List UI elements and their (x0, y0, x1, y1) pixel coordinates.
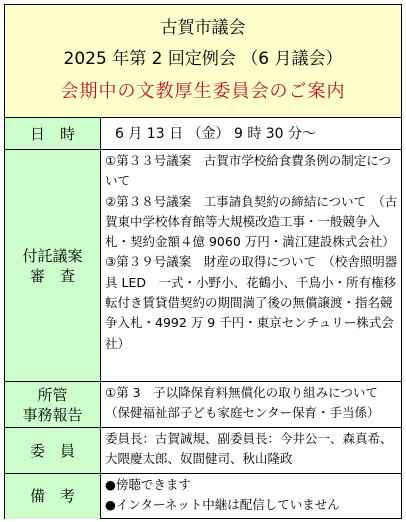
bills-label-line2: 審 査 (29, 266, 75, 285)
bill-item-33: ①第３３号議案 古賀市学校給食費条例の制定について (105, 153, 391, 189)
bills-label (5, 150, 101, 382)
bills-list (101, 150, 402, 382)
committee-notice-title: 会期中の文教厚生委員会のご案内 (60, 81, 346, 102)
schedule-label: 日 時 (5, 118, 101, 150)
bills-label-line1: 付託議案 (22, 246, 83, 265)
notes-row (5, 474, 401, 519)
report-label (5, 382, 101, 428)
members-value: 委員長：古賀誠規、副委員長：今井公一、森真希、大隈慶太郎、奴間健司、秋山隆政 (101, 428, 402, 474)
report-value: ①第 3 子以降保育料無償化の取り組みについて （保健福祉部子ども家庭センター保育・手当係） (101, 382, 402, 428)
schedule-row (5, 118, 401, 150)
notice-header (5, 5, 401, 118)
members-row (5, 428, 401, 474)
bills-row (5, 150, 401, 382)
info-table (5, 117, 401, 519)
bill-item-38: ②第３８号議案 工事請負契約の締結について （古賀東中学校体育館等大規模改造工事・一般競争入札・契約金額４億 9060 万円・満江建設株式会社） (105, 193, 398, 250)
notes-list (101, 474, 402, 519)
session-title: 2025 年第 2 回定例会 （6 月議会） (63, 49, 343, 69)
note-item: ●傍聴できます (105, 477, 191, 492)
notice-sheet (4, 4, 402, 519)
report-label-line2: 事務報告 (22, 405, 83, 424)
report-row (5, 382, 401, 428)
note-item: ●インターネット中継は配信していません (105, 497, 340, 513)
members-label: 委 員 (5, 428, 101, 474)
schedule-value: 6 月 13 日 （金） 9 時 30 分～ (101, 118, 402, 150)
bill-item-39: ③第３９号議案 財産の取得について （校舎照明器具 LED 一式・小野小、花鶴小、千鳥小・所有権移転付き賃貸借契約の期間満了後の無償譲渡・指名競争入札・4992 万 9 千円・東京センチュリー株式会社） (105, 254, 398, 351)
notes-label: 備 考 (5, 474, 101, 519)
report-label-line1: 所管 (37, 385, 68, 404)
assembly-name: 古賀市議会 (160, 18, 246, 38)
